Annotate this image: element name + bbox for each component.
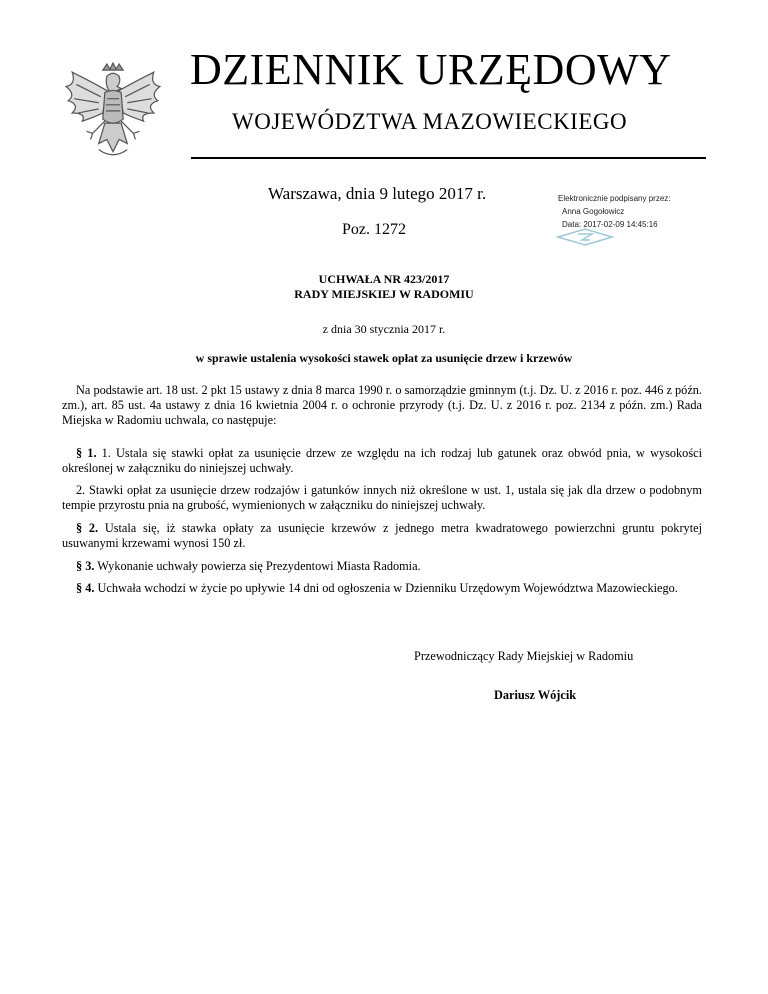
- journal-title: DZIENNIK URZĘDOWY: [190, 45, 672, 94]
- preamble: Na podstawie art. 18 ust. 2 pkt 15 ustawy z dnia 8 marca 1990 r. o samorządzie gminnym (t.j. Dz. U. z 2016 r. poz. 446 z późn. zm.), art. 85 ust. 4a ustawy z dnia 16 kwietnia 2004 r. o ochronie przyrody (t.j. Dz. U. z 2016 r. poz. 2134 z późn. zm.) Rada Miejska w Radomiu uchwala, co następuje:: [62, 383, 702, 427]
- place-date: Warszawa, dnia 9 lutego 2017 r.: [268, 184, 487, 203]
- paragraph-1-item-2: 2. Stawki opłat za usunięcie drzew rodzajów i gatunków innych niż określone w ust. 1, ustala się jak dla drzew o podobnym tempie przyrostu pnia na grubość, wymienionych w załączniku do niniejszej uchwały.: [62, 483, 702, 512]
- resolution-subject: w sprawie ustalenia wysokości stawek opłat za usunięcie drzew i krzewów: [195, 351, 573, 365]
- paragraph-1-label: § 1.: [76, 446, 97, 460]
- journal-subtitle: WOJEWÓDZTWA MAZOWIECKIEGO: [232, 109, 628, 134]
- position-number: Poz. 1272: [342, 221, 406, 238]
- resolution-date: z dnia 30 stycznia 2017 r.: [322, 322, 446, 336]
- header-divider: [191, 157, 706, 159]
- signature-stamp-icon: [556, 228, 614, 246]
- chairman-title: Przewodniczący Rady Miejskiej w Radomiu: [414, 649, 634, 663]
- resolution-council: RADY MIEJSKIEJ W RADOMIU: [294, 287, 474, 301]
- paragraph-3-label: § 3.: [76, 559, 95, 573]
- paragraph-4: [62, 581, 702, 596]
- resolution-number: UCHWAŁA NR 423/2017: [318, 272, 450, 286]
- paragraph-2-text: Ustala się, iż stawka opłaty za usunięcie krzewów z jednego metra kwadratowego powierzchni gruntu pokrytej usuwanymi krzewami wynosi 150 zł.: [62, 521, 702, 550]
- paragraph-4-label: § 4.: [76, 581, 95, 595]
- signature-label: Elektronicznie podpisany przez:: [558, 194, 671, 203]
- paragraph-2: [62, 521, 702, 551]
- paragraph-3: [62, 559, 702, 574]
- resolution-title: [0, 272, 768, 302]
- paragraph-3-text: Wykonanie uchwały powierza się Prezydentowi Miasta Radomia.: [94, 559, 421, 573]
- signature-signer: Anna Gogołowicz: [562, 207, 625, 216]
- paragraph-1: [62, 446, 702, 476]
- signature-date: Data: 2017-02-09 14:45:16: [562, 220, 658, 229]
- chairman-name: Dariusz Wójcik: [494, 688, 577, 702]
- paragraph-1-text: 1. Ustala się stawki opłat za usunięcie drzew ze względu na ich rodzaj lub gatunek oraz obwód pnia, w wysokości określonej w załączniku do niniejszej uchwały.: [62, 446, 702, 475]
- paragraph-2-label: § 2.: [76, 521, 99, 535]
- paragraph-4-text: Uchwała wchodzi w życie po upływie 14 dni od ogłoszenia w Dzienniku Urzędowym Województwa Mazowieckiego.: [94, 581, 678, 595]
- electronic-signature: [558, 192, 728, 231]
- polish-eagle-icon: [62, 62, 164, 168]
